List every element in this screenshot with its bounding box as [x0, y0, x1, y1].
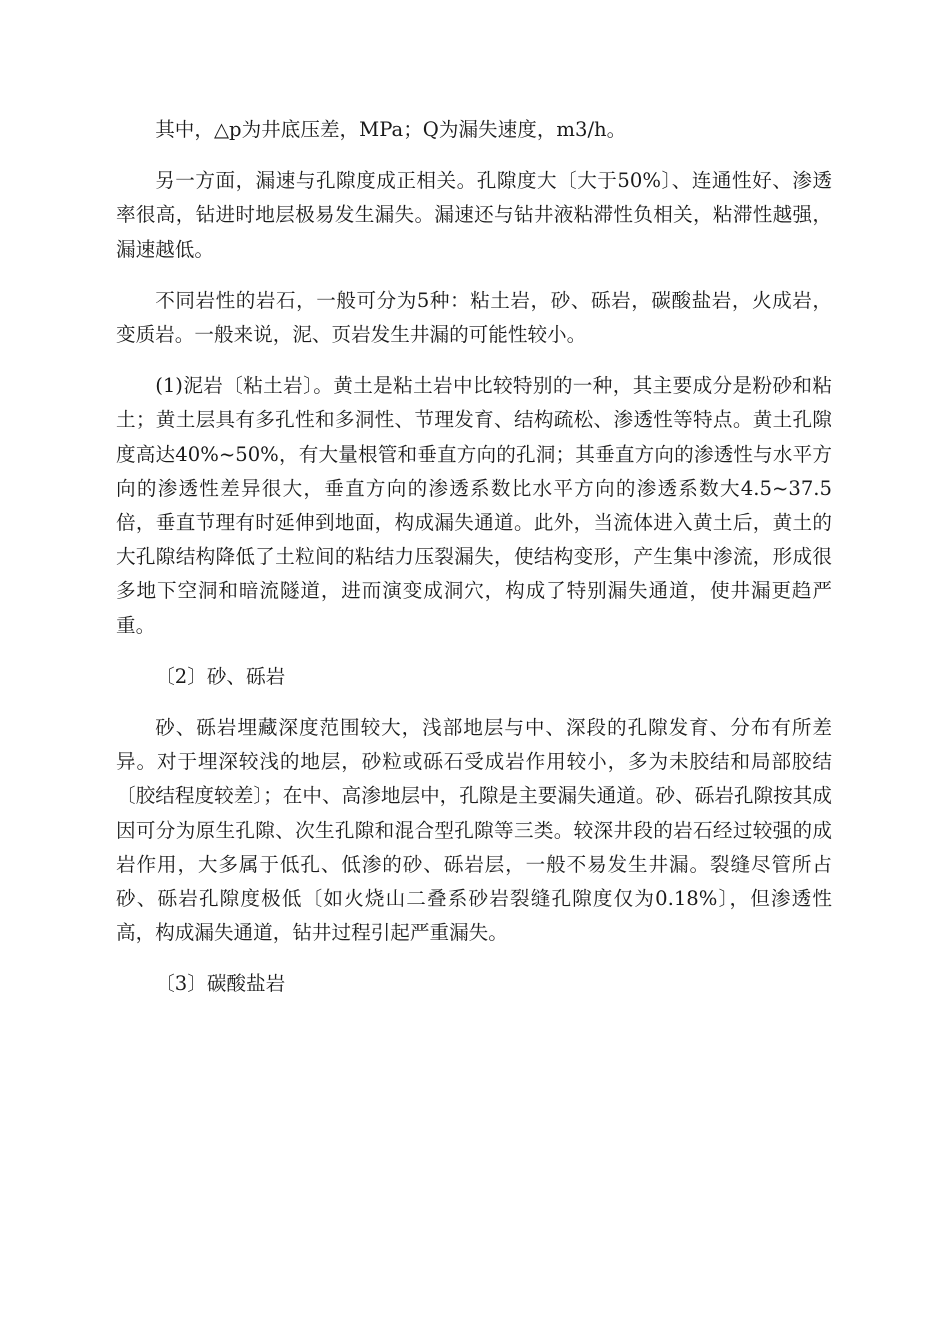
section-heading-sandstone: 〔2〕砂、砾岩: [155, 664, 286, 688]
paragraph-mudstone: (1)泥岩〔粘土岩〕。黄土是粘土岩中比较特别的一种，其主要成分是粉砂和粘土；黄土层具有多孔性和多洞性、节理发育、结构疏松、渗透性等特点。黄土孔隙度高达40%~50%，有大量根管和垂直方向的孔洞；其垂直方向的渗透性与水平方向的渗透性差异很大，垂直方向的渗透系数比水平方向的渗透系数大4.5~37.5倍，垂直节理有时延伸到地面，构成漏失通道。此外，当流体进入黄土后，黄土的大孔隙结构降低了土粒间的粘结力压裂漏失，使结构变形，产生集中渗流，形成很多地下空洞和暗流隧道，进而演变成洞穴，构成了特别漏失通道，使井漏更趋严重。: [116, 374, 832, 637]
section-heading-carbonate: 〔3〕碳酸盐岩: [155, 972, 286, 996]
paragraph-sandstone: 砂、砾岩埋藏深度范围较大，浅部地层与中、深段的孔隙发育、分布有所差异。对于埋深较浅的地层，砂粒或砾石受成岩作用较小，多为未胶结和局部胶结〔胶结程度较差〕；在中、高渗地层中，孔隙是主要漏失通道。砂、砾岩孔隙按其成因可分为原生孔隙、次生孔隙和混合型孔隙等三类。较深井段的岩石经过较强的成岩作用，大多属于低孔、低渗的砂、砾岩层，一般不易发生井漏。裂缝尽管所占砂、砾岩孔隙度极低〔如火烧山二叠系砂岩裂缝孔隙度仅为0.18%〕，但渗透性高，构成漏失通道，钻井过程引起严重漏失。: [116, 716, 832, 945]
paragraph-lithology: 不同岩性的岩石，一般可分为5种：粘土岩，砂、砾岩，碳酸盐岩，火成岩，变质岩。一般来说，泥、页岩发生井漏的可能性较小。: [116, 288, 832, 347]
paragraph-formula-note: 其中，△p为井底压差，MPa；Q为漏失速度，m3/h。: [155, 118, 627, 141]
paragraph-porosity: 另一方面，漏速与孔隙度成正相关。孔隙度大〔大于50%〕、连通性好、渗透率很高，钻进时地层极易发生漏失。漏速还与钻井液粘滞性负相关，粘滞性越强，漏速越低。: [116, 169, 832, 261]
document-page: [116, 113, 832, 1019]
